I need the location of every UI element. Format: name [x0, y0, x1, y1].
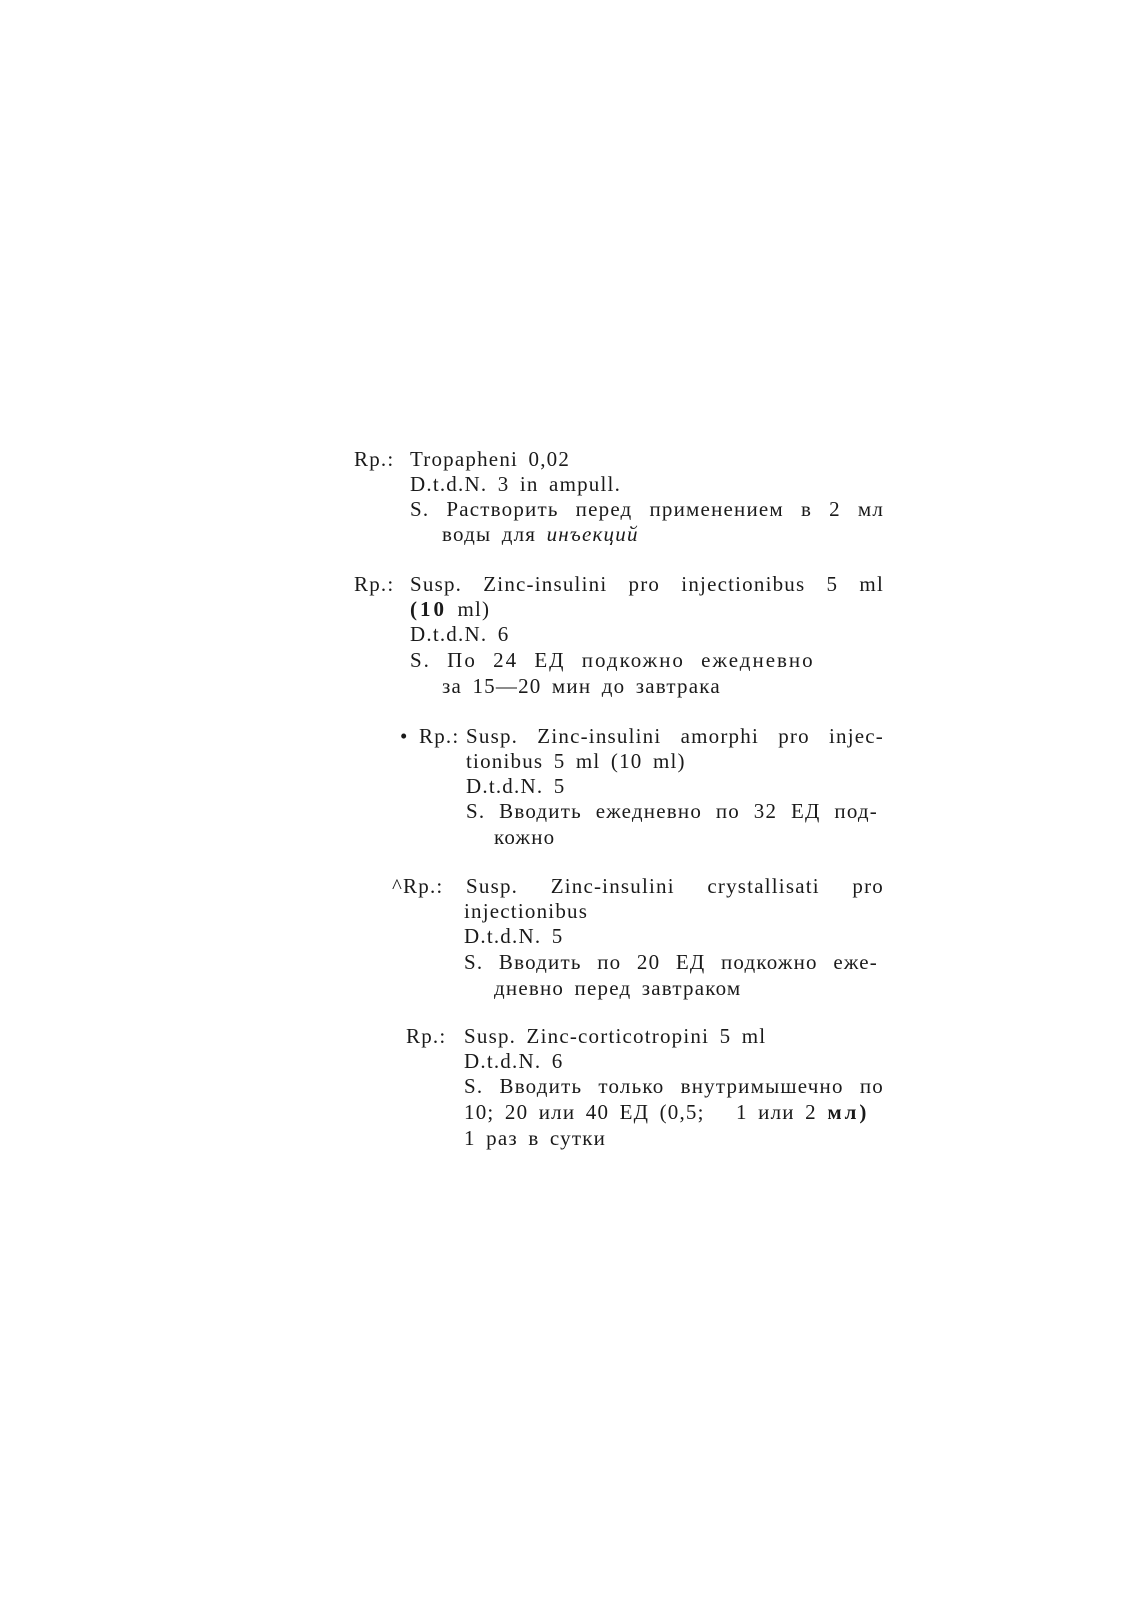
recipe-text-bold: (10 — [410, 597, 447, 621]
recipe-line — [464, 1100, 869, 1124]
recipe-text: 10; 20 или 40 ЕД (0,5; 1 или 2 — [464, 1100, 817, 1124]
recipe-signa: S. Вводить только внутримышечно по — [464, 1074, 884, 1098]
recipe-text-italic: инъекций — [546, 522, 639, 546]
recipe-prefix: Rp.: — [354, 572, 395, 596]
recipe-text-bold: мл) — [827, 1100, 870, 1124]
recipe-line: Susp. Zinc-insulini pro injectionibus 5 ml — [410, 572, 884, 596]
recipe-prefix: Rp.: — [354, 447, 395, 471]
recipe-line: D.t.d.N. 3 in ampull. — [410, 472, 622, 496]
recipe-line: Susp. Zinc-insulini crystallisati pro — [466, 874, 884, 898]
recipe-line: injectionibus — [464, 899, 589, 923]
recipe-signa: S. По 24 ЕД подкожно ежедневно — [410, 648, 815, 672]
recipe-line: кожно — [494, 825, 556, 849]
recipe-prefix: • Rp.: — [400, 724, 460, 748]
recipe-text: воды для — [442, 522, 537, 546]
recipe-line: D.t.d.N. 6 — [464, 1049, 564, 1073]
recipe-line — [442, 522, 639, 546]
recipe-line: tionibus 5 ml (10 ml) — [466, 749, 686, 773]
recipe-signa: S. Вводить ежедневно по 32 ЕД под- — [466, 799, 878, 823]
recipe-line: Tropapheni 0,02 — [410, 447, 571, 471]
recipe-line: Susp. Zinc-insulini amorphi pro injec- — [466, 724, 884, 748]
recipe-signa: S. Растворить перед применением в 2 мл — [410, 497, 884, 521]
recipe-line: дневно перед завтраком — [494, 976, 742, 1000]
recipe-line: D.t.d.N. 5 — [466, 774, 566, 798]
recipe-line: D.t.d.N. 6 — [410, 622, 510, 646]
recipe-text: ml) — [457, 597, 491, 621]
recipe-line — [410, 597, 490, 621]
recipe-signa: S. Вводить по 20 ЕД подкожно еже- — [464, 950, 878, 974]
recipe-line: 1 раз в сутки — [464, 1126, 607, 1150]
recipe-prefix: ^Rp.: — [392, 874, 444, 898]
recipe-line: за 15—20 мин до завтрака — [442, 674, 721, 698]
recipe-line: Susp. Zinc-corticotropini 5 ml — [464, 1024, 767, 1048]
recipe-prefix: Rp.: — [406, 1024, 447, 1048]
recipe-line: D.t.d.N. 5 — [464, 924, 564, 948]
